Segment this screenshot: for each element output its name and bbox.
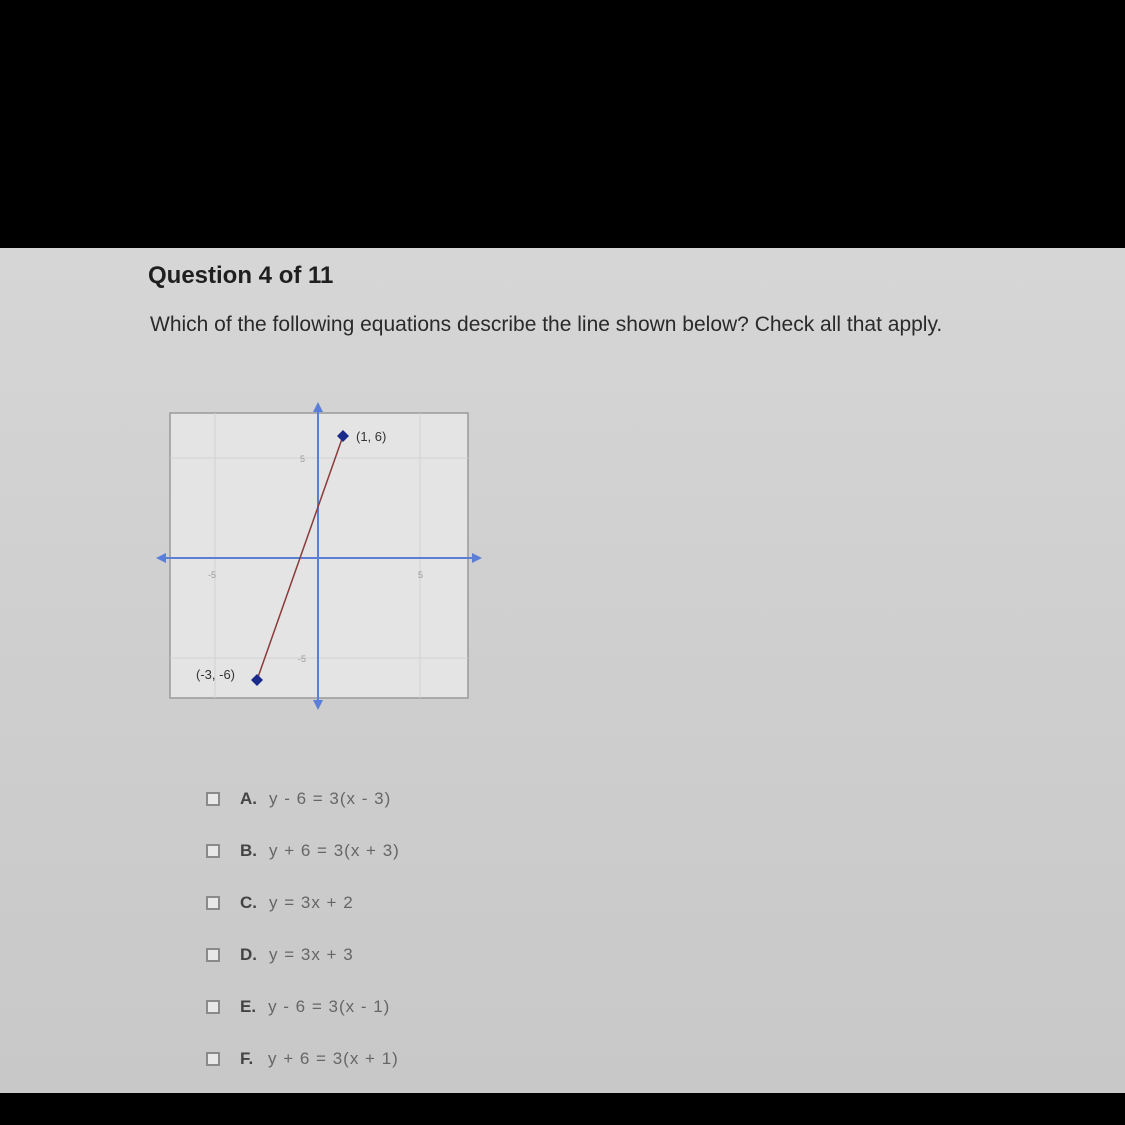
- tick-label-x-pos: 5: [418, 570, 424, 580]
- option-e[interactable]: [206, 994, 400, 1020]
- x-axis-arrow-left: [156, 553, 166, 563]
- option-equation: y - 6 = 3(x - 3): [269, 789, 392, 808]
- checkbox[interactable]: [206, 1000, 220, 1014]
- option-f[interactable]: [206, 1046, 400, 1072]
- option-letter: B.: [240, 841, 257, 860]
- y-axis-arrow-down: [313, 700, 323, 710]
- option-equation: y - 6 = 3(x - 1): [268, 997, 391, 1016]
- checkbox[interactable]: [206, 792, 220, 806]
- line-graph: [150, 398, 490, 718]
- option-equation: y + 6 = 3(x + 3): [269, 841, 400, 860]
- checkbox[interactable]: [206, 844, 220, 858]
- point-2-label: (-3, -6): [196, 667, 235, 682]
- option-c[interactable]: [206, 890, 400, 916]
- option-letter: D.: [240, 945, 257, 964]
- checkbox[interactable]: [206, 896, 220, 910]
- option-d[interactable]: [206, 942, 400, 968]
- question-title: Question 4 of 11: [148, 262, 334, 289]
- option-letter: F.: [240, 1049, 254, 1068]
- graph-svg: [150, 398, 490, 718]
- question-text: Which of the following equations describe the line shown below? Check all that apply.: [150, 313, 943, 336]
- checkbox[interactable]: [206, 948, 220, 962]
- option-letter: C.: [240, 893, 257, 912]
- option-a[interactable]: [206, 786, 400, 812]
- option-equation: y = 3x + 3: [269, 945, 354, 964]
- tick-label-y-pos: 5: [300, 454, 306, 464]
- option-equation: y = 3x + 2: [269, 893, 354, 912]
- y-axis-arrow-up: [313, 402, 323, 412]
- point-1-label: (1, 6): [356, 429, 387, 444]
- option-b[interactable]: [206, 838, 400, 864]
- checkbox[interactable]: [206, 1052, 220, 1066]
- option-letter: E.: [240, 997, 257, 1016]
- answer-options: [206, 786, 400, 1098]
- option-equation: y + 6 = 3(x + 1): [268, 1049, 399, 1068]
- tick-label-x-neg: -5: [208, 570, 217, 580]
- quiz-screen: [0, 248, 1125, 1093]
- x-axis-arrow-right: [472, 553, 482, 563]
- tick-label-y-neg: -5: [298, 654, 307, 664]
- option-letter: A.: [240, 789, 257, 808]
